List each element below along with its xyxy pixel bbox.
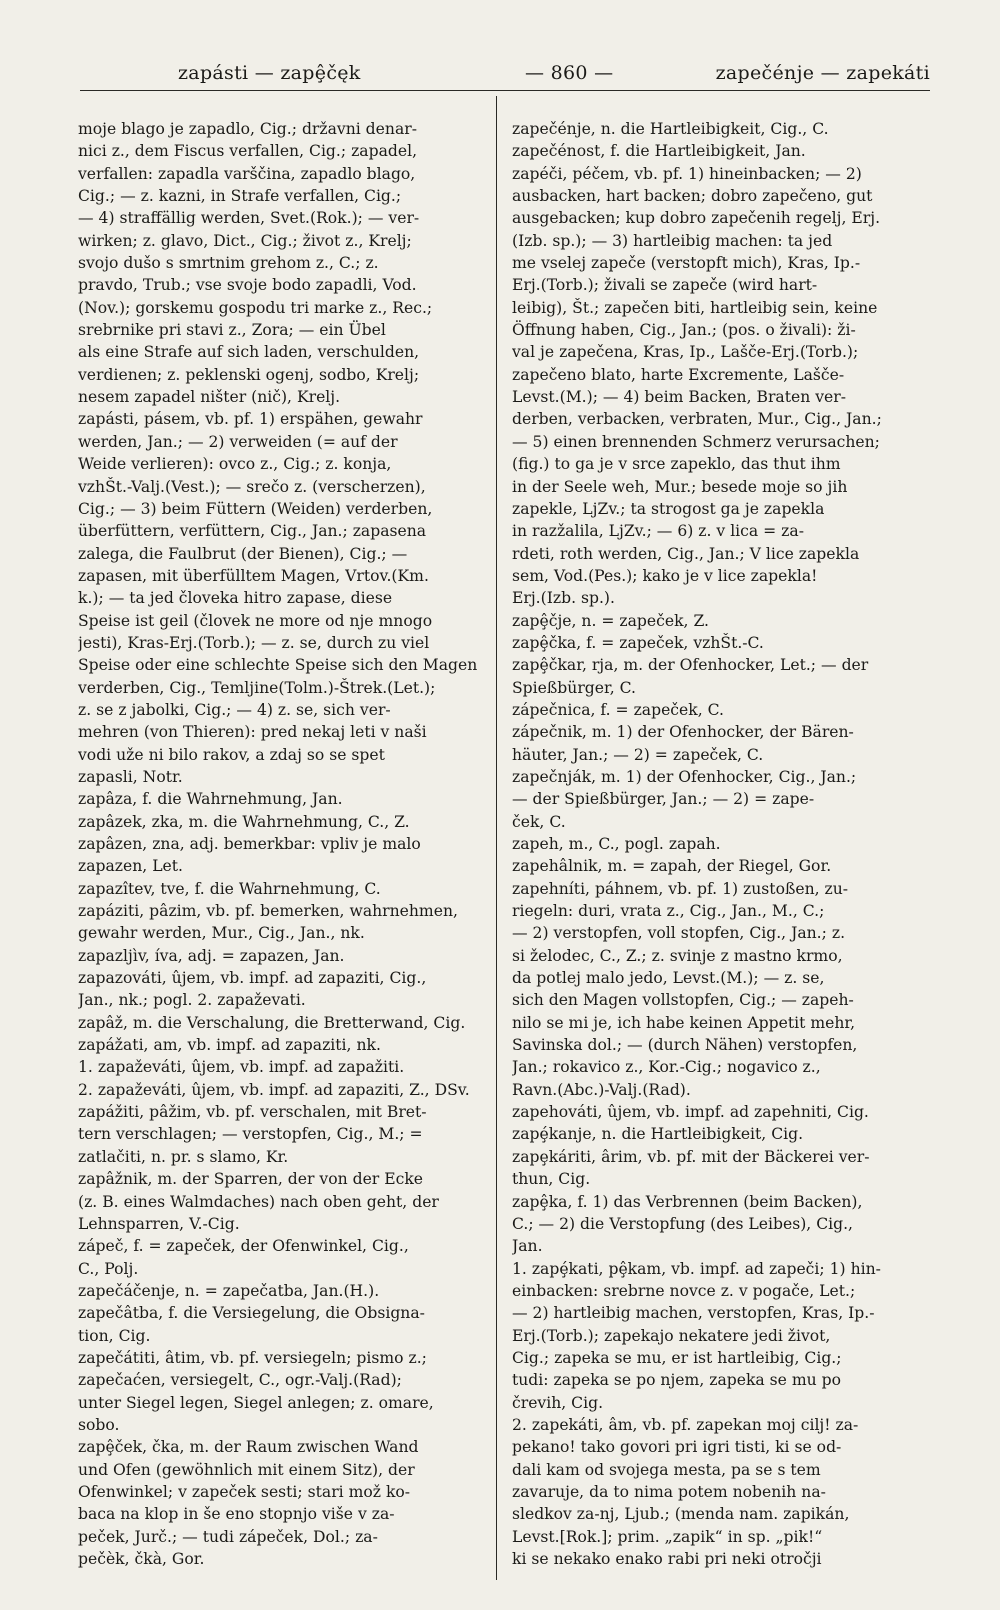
text-line: pravdo, Trub.; vse svoje bodo zapadli, Vod. bbox=[78, 276, 417, 295]
text-line: zapeh, m., C., pogl. zapah. bbox=[512, 835, 721, 853]
text-line: zapečátiti, âtim, vb. pf. versiegeln; pismo z.; bbox=[78, 1348, 427, 1367]
text-line: ausgebacken; kup dobro zapečenih regelj, Erj. bbox=[512, 209, 881, 228]
text-line: häuter, Jan.; — 2) = zapeček, C. bbox=[512, 745, 764, 764]
text-line: in der Seele weh, Mur.; besede moje so jih bbox=[512, 477, 848, 496]
right-column bbox=[512, 118, 916, 1570]
text-line: C.; — 2) die Verstopfung (des Leibes), Cig., bbox=[512, 1214, 854, 1233]
text-line: tudi: zapeka se po njem, zapeka se mu po bbox=[512, 1371, 842, 1390]
text-line: me vselej zapeče (verstopft mich), Kras, Ip.- bbox=[512, 254, 861, 273]
text-line: zapasen, mit überfülltem Magen, Vrtov.(Km. bbox=[78, 566, 429, 585]
text-line: zapȩ̂čje, n. = zapeček, Z. bbox=[512, 611, 709, 630]
text-line: nici z., dem Fiscus verfallen, Cig.; zapadel, bbox=[78, 142, 418, 161]
text-line: val je zapečena, Kras, Ip., Lašče-Erj.(Torb.); bbox=[512, 343, 859, 362]
text-line: tern verschlagen; — verstopfen, Cig., M.; = bbox=[78, 1125, 423, 1144]
text-line: Jan. bbox=[512, 1237, 543, 1256]
text-line: zapazen, Let. bbox=[78, 857, 183, 876]
text-line: 1. zapaževáti, ûjem, vb. impf. ad zapažiti. bbox=[78, 1058, 405, 1077]
text-line: einbacken: srebrne novce z. v pogače, Let.; bbox=[512, 1281, 856, 1300]
text-line: Cig.; zapeka se mu, er ist hartleibig, Cig.; bbox=[512, 1348, 842, 1367]
text-line: pečèk, čkà, Gor. bbox=[78, 1550, 205, 1568]
text-line: (fig.) to ga je v srce zapeklo, das thut ihm bbox=[512, 455, 841, 474]
text-line: zapâž, m. die Verschalung, die Bretterwand, Cig. bbox=[78, 1013, 466, 1032]
text-line: Erj.(Torb.); zapekajo nekatere jedi život, bbox=[512, 1326, 831, 1345]
header-right-guideword: zapečénje — zapekáti bbox=[715, 62, 930, 84]
text-line: und Ofen (gewöhnlich mit einem Sitz), der bbox=[78, 1460, 415, 1479]
text-line: peček, Jurč.; — tudi zápeček, Dol.; za- bbox=[78, 1527, 378, 1546]
text-line: thun, Cig. bbox=[512, 1170, 591, 1189]
text-line: zapâzen, zna, adj. bemerkbar: vpliv je malo bbox=[78, 835, 421, 853]
text-line: zapȩ̂čkar, rja, m. der Ofenhocker, Let.; — der bbox=[512, 656, 869, 675]
text-line: Speise oder eine schlechte Speise sich den Magen bbox=[78, 656, 478, 675]
header-left-guideword: zapásti — zapȩ̂čęk bbox=[178, 62, 361, 84]
text-line: srebrnike pri stavi z., Zora; — ein Übel bbox=[78, 321, 386, 340]
text-line: verfallen: zapadla varščina, zapadlo blago, bbox=[78, 164, 416, 183]
text-line: Jan., nk.; pogl. 2. zapaževati. bbox=[78, 991, 306, 1010]
text-line: tion, Cig. bbox=[78, 1326, 151, 1345]
text-line: zapásti, pásem, vb. pf. 1) erspähen, gewahr bbox=[78, 410, 423, 429]
text-line: leibig), Št.; zapečen biti, hartleibig sein, keine bbox=[512, 298, 878, 317]
text-line: derben, verbacken, verbraten, Mur., Cig., Jan.; bbox=[512, 410, 882, 429]
page-header bbox=[80, 56, 930, 91]
text-line: zapečeno blato, harte Excremente, Lašče- bbox=[512, 365, 845, 384]
text-line: zápečnica, f. = zapeček, C. bbox=[512, 700, 724, 719]
text-line: zavaruje, da to nima potem nobenih na- bbox=[512, 1482, 826, 1501]
text-line: zapazováti, ûjem, vb. impf. ad zapaziti, Cig., bbox=[78, 969, 427, 988]
text-line: sledkov za-nj, Ljub.; (menda nam. zapikán, bbox=[512, 1505, 850, 1524]
text-line: sobo. bbox=[78, 1415, 120, 1434]
text-line: — 4) straffällig werden, Svet.(Rok.); — ver- bbox=[78, 209, 420, 228]
text-line: moje blago je zapadlo, Cig.; državni denar- bbox=[78, 120, 417, 138]
text-line: jesti), Kras-Erj.(Torb.); — z. se, durch zu viel bbox=[78, 633, 430, 652]
text-line: — der Spießbürger, Jan.; — 2) = zape- bbox=[512, 790, 815, 809]
text-line: Cig.; — 3) beim Füttern (Weiden) verderben, bbox=[78, 499, 433, 518]
text-line: zapasli, Notr. bbox=[78, 767, 183, 786]
text-line: zapehâlnik, m. = zapah, der Riegel, Gor. bbox=[512, 857, 832, 876]
text-line: da potlej malo jedo, Levst.(M.); — z. se, bbox=[512, 969, 825, 988]
text-line: zapâza, f. die Wahrnehmung, Jan. bbox=[78, 790, 343, 809]
text-line: črevih, Cig. bbox=[512, 1393, 604, 1412]
text-line: nesem zapadel ništer (nič), Krelj. bbox=[78, 388, 341, 407]
text-line: zatlačiti, n. pr. s slamo, Kr. bbox=[78, 1147, 289, 1166]
text-line: zápečnik, m. 1) der Ofenhocker, der Bären- bbox=[512, 723, 854, 742]
text-line: nilo se mi je, ich habe keinen Appetit mehr, bbox=[512, 1013, 856, 1032]
text-line: riegeln: duri, vrata z., Cig., Jan., M., C.; bbox=[512, 902, 825, 921]
text-line: (Nov.); gorskemu gospodu tri marke z., Rec.; bbox=[78, 298, 433, 317]
text-line: z. se z jabolki, Cig.; — 4) z. se, sich ver- bbox=[78, 700, 391, 719]
text-line: si želodec, C., Z.; z. svinje z mastno krmo, bbox=[512, 946, 843, 965]
text-line: Erj.(Torb.); živali se zapeče (wird hart- bbox=[512, 276, 818, 295]
text-line: zapéči, péčem, vb. pf. 1) hineinbacken; — 2) bbox=[512, 164, 862, 183]
text-line: svojo dušo s smrtnim grehom z., C.; z. bbox=[78, 254, 379, 273]
text-line: zapážiti, pâžim, vb. pf. verschalen, mit Bret- bbox=[78, 1103, 427, 1122]
text-line: 2. zapekáti, âm, vb. pf. zapekan moj cilj! za- bbox=[512, 1415, 859, 1434]
page-number: — 860 — bbox=[525, 62, 614, 84]
text-line: zapážati, am, vb. impf. ad zapaziti, nk. bbox=[78, 1036, 381, 1055]
text-line: zapečénost, f. die Hartleibigkeit, Jan. bbox=[512, 142, 806, 161]
text-line: (Izb. sp.); — 3) hartleibig machen: ta jed bbox=[512, 231, 833, 250]
text-line: 1. zapȩ́kati, pȩ̂kam, vb. impf. ad zapeči; 1) hin- bbox=[512, 1259, 881, 1278]
text-line: zapȩ̂ka, f. 1) das Verbrennen (beim Backen), bbox=[512, 1192, 863, 1211]
text-line: zapȩ̂čka, f. = zapeček, vzhŠt.-C. bbox=[512, 633, 764, 652]
text-line: 2. zapaževáti, ûjem, vb. impf. ad zapaziti, Z., DSv. bbox=[78, 1080, 470, 1099]
text-line: zapȩ̂ček, čka, m. der Raum zwischen Wand bbox=[78, 1438, 419, 1457]
text-line: Levst.(M.); — 4) beim Backen, Braten ver- bbox=[512, 388, 846, 407]
text-line: Weide verlieren): ovco z., Cig.; z. konja, bbox=[78, 455, 392, 474]
text-line: zapehníti, páhnem, vb. pf. 1) zustoßen, zu- bbox=[512, 879, 849, 898]
text-line: Ravn.(Abc.)-Valj.(Rad). bbox=[512, 1080, 691, 1099]
text-line: zapečáčenje, n. = zapečatba, Jan.(H.). bbox=[78, 1281, 380, 1300]
text-line: — 2) verstopfen, voll stopfen, Cig., Jan.; z. bbox=[512, 924, 846, 943]
text-line: Erj.(Izb. sp.). bbox=[512, 589, 615, 608]
text-line: — 5) einen brennenden Schmerz verursachen; bbox=[512, 432, 880, 451]
text-line: zapáziti, pâzim, vb. pf. bemerken, wahrnehmen, bbox=[78, 902, 458, 921]
text-line: zapȩkáriti, ârim, vb. pf. mit der Bäckerei ver- bbox=[512, 1147, 870, 1166]
text-line: zapazljìv, íva, adj. = zapazen, Jan. bbox=[78, 946, 345, 965]
text-line: Öffnung haben, Cig., Jan.; (pos. o živali): ži- bbox=[512, 321, 856, 340]
text-line: vodi uže ni bilo rakov, a zdaj so se spet bbox=[78, 745, 385, 764]
text-line: zapazîtev, tve, f. die Wahrnehmung, C. bbox=[78, 879, 381, 898]
text-line: unter Siegel legen, Siegel anlegen; z. omare, bbox=[78, 1393, 434, 1412]
text-line: werden, Jan.; — 2) verweiden (= auf der bbox=[78, 432, 398, 451]
text-line: — 2) hartleibig machen, verstopfen, Kras, Ip.- bbox=[512, 1304, 875, 1323]
column-divider bbox=[496, 96, 497, 1580]
text-line: Levst.[Rok.]; prim. „zapik“ in sp. „pik!“ bbox=[512, 1527, 823, 1546]
text-line: zapečâtba, f. die Versiegelung, die Obsigna- bbox=[78, 1304, 425, 1323]
text-line: zapȩ́kanje, n. die Hartleibigkeit, Cig. bbox=[512, 1125, 804, 1144]
text-line: zápeč, f. = zapeček, der Ofenwinkel, Cig., bbox=[78, 1237, 409, 1256]
text-line: in razžalila, LjZv.; — 6) z. v lica = za- bbox=[512, 522, 804, 541]
text-line: (z. B. eines Walmdaches) nach oben geht, der bbox=[78, 1192, 439, 1211]
left-column bbox=[78, 118, 480, 1570]
text-line: überfüttern, verfüttern, Cig., Jan.; zapasena bbox=[78, 522, 427, 541]
text-line: verderben, Cig., Temljine(Tolm.)-Štrek.(Let.); bbox=[78, 678, 436, 697]
text-line: gewahr werden, Mur., Cig., Jan., nk. bbox=[78, 924, 365, 943]
text-line: rdeti, roth werden, Cig., Jan.; V lice zapekla bbox=[512, 544, 860, 563]
text-line: zapâžnik, m. der Sparren, der von der Ecke bbox=[78, 1170, 424, 1189]
text-line: baca na klop in še eno stopnjo više v za- bbox=[78, 1505, 395, 1524]
text-line: Speise ist geil (človek ne more od nje mnogo bbox=[78, 611, 433, 630]
text-line: verdienen; z. peklenski ogenj, sodbo, Krelj; bbox=[78, 365, 420, 384]
text-line: vzhŠt.-Valj.(Vest.); — srečo z. (verscherzen), bbox=[78, 477, 426, 496]
text-line: sich den Magen vollstopfen, Cig.; — zapeh- bbox=[512, 991, 854, 1010]
text-line: Savinska dol.; — (durch Nähen) verstopfen, bbox=[512, 1036, 858, 1055]
text-line: zapekle, LjZv.; ta strogost ga je zapekla bbox=[512, 499, 825, 518]
text-line: C., Polj. bbox=[78, 1259, 139, 1278]
text-line: ček, C. bbox=[512, 812, 566, 831]
text-line: Jan.; rokavico z., Kor.-Cig.; nogavico z., bbox=[512, 1058, 821, 1077]
text-line: als eine Strafe auf sich laden, verschulden, bbox=[78, 343, 420, 362]
text-line: ausbacken, hart backen; dobro zapečeno, gut bbox=[512, 187, 873, 206]
text-line: sem, Vod.(Pes.); kako je v lice zapekla! bbox=[512, 566, 818, 585]
text-line: ki se nekako enako rabi pri neki otročji bbox=[512, 1550, 822, 1568]
text-line: Ofenwinkel; v zapeček sesti; stari mož ko- bbox=[78, 1482, 411, 1501]
text-line: Spießbürger, C. bbox=[512, 678, 636, 697]
text-line: wirken; z. glavo, Dict., Cig.; život z., Krelj; bbox=[78, 231, 412, 250]
text-line: mehren (von Thieren): pred nekaj leti v naši bbox=[78, 723, 427, 742]
text-line: pekano! tako govori pri igri tisti, ki se od- bbox=[512, 1438, 842, 1457]
text-line: zapečnják, m. 1) der Ofenhocker, Cig., Jan.; bbox=[512, 767, 857, 786]
text-line: Lehnsparren, V.-Cig. bbox=[78, 1214, 240, 1233]
text-line: Cig.; — z. kazni, in Strafe verfallen, Cig.; bbox=[78, 187, 402, 206]
text-line: zapečénje, n. die Hartleibigkeit, Cig., C. bbox=[512, 120, 829, 138]
text-line: k.); — ta jed človeka hitro zapase, diese bbox=[78, 589, 393, 608]
text-line: zapehováti, ûjem, vb. impf. ad zapehniti, Cig. bbox=[512, 1103, 869, 1122]
text-line: zalega, die Faulbrut (der Bienen), Cig.; — bbox=[78, 544, 408, 563]
text-line: dali kam od svojega mesta, pa se s tem bbox=[512, 1460, 821, 1479]
text-line: zapâzek, zka, m. die Wahrnehmung, C., Z. bbox=[78, 812, 410, 831]
text-line: zapečaćen, versiegelt, C., ogr.-Valj.(Rad); bbox=[78, 1371, 402, 1390]
